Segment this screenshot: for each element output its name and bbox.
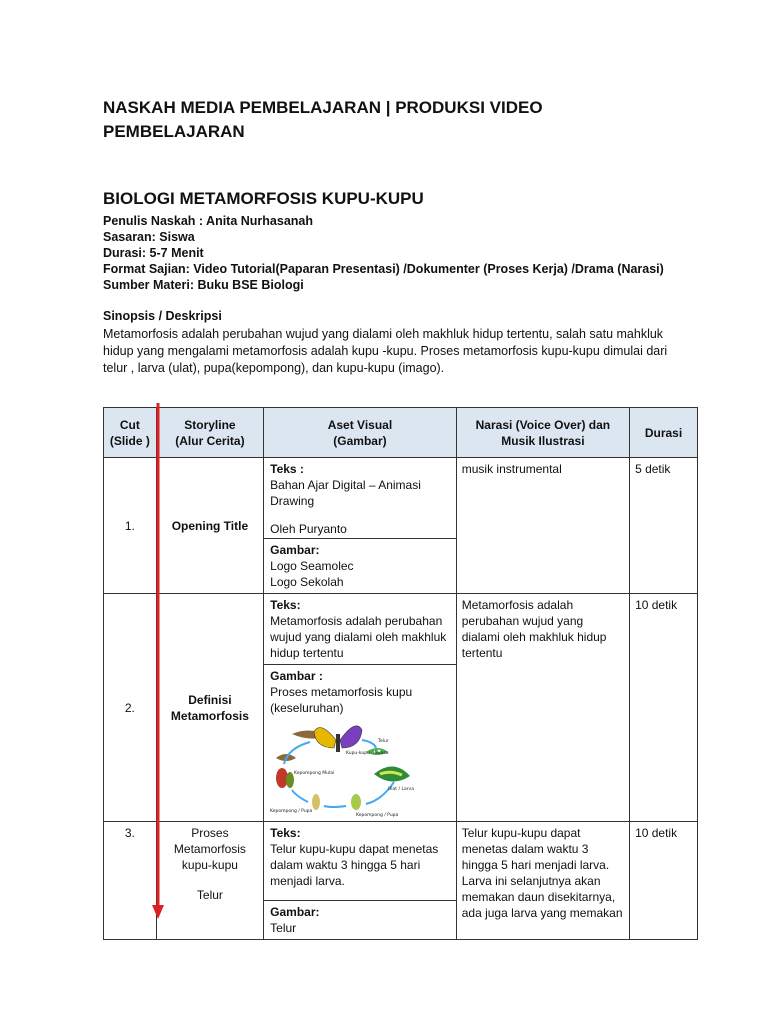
pupa-shape	[312, 794, 320, 810]
header-storyline-line2: (Alur Cerita)	[175, 433, 245, 448]
header-visual-line2: (Gambar)	[333, 433, 387, 448]
cell-narasi: Telur kupu-kupu dapat menetas dalam waktu 3 hingga 5 hari menjadi larva. Larva ini selanjutnya akan memakan daun disekitarnya, ada juga larva yang memakan	[456, 822, 629, 940]
synopsis-text: Metamorfosis adalah perubahan wujud yang dialami oleh makhluk hidup tertentu, salah satu mahkluk hidup yang mengalami metamorfosis adalah kupu -kupu. Proses metamorfosis kupu-kupu dimulai dari telur , larva (ulat), pupa(kepompong), dan kupu-kupu (imago).	[103, 327, 668, 375]
cell-cut: 3.	[104, 822, 157, 940]
header-durasi: Durasi	[630, 408, 698, 458]
meta-durasi: Durasi: 5-7 Menit	[103, 246, 204, 260]
storyline-subtext: Telur	[196, 888, 223, 902]
diagram-label: Telur	[378, 739, 389, 744]
cell-storyline: Definisi Metamorfosis	[156, 594, 263, 822]
meta-sumber: Sumber Materi: Buku BSE Biologi	[103, 278, 304, 292]
butterfly-icon	[314, 726, 362, 752]
pupa-shape	[351, 794, 361, 810]
cycle-arrow	[292, 790, 308, 802]
asset-teks-label: Teks:	[270, 598, 301, 612]
storyline-text: Proses Metamorfosis kupu-kupu	[173, 826, 246, 872]
asset-teks-label: Teks :	[270, 462, 304, 476]
asset-gambar-label: Gambar :	[270, 669, 323, 683]
cell-cut: 1.	[104, 458, 157, 594]
cell-storyline	[156, 822, 263, 940]
asset-gambar-item: Telur	[270, 921, 297, 935]
cycle-arrow	[324, 806, 346, 807]
header-visual-line1: Aset Visual	[327, 417, 393, 432]
asset-teks: Telur kupu-kupu dapat menetas dalam waktu 3 hingga 5 hari menjadi larva.	[270, 842, 439, 888]
header-storyline	[156, 408, 263, 458]
asset-gambar-label: Gambar:	[270, 543, 320, 557]
asset-gambar-block	[264, 665, 456, 821]
metamorphosis-cycle-image	[270, 718, 430, 818]
asset-teks-block	[264, 594, 456, 665]
asset-teks-extra: Oleh Puryanto	[270, 522, 347, 536]
header-storyline-line1: Storyline	[184, 417, 236, 432]
meta-sasaran: Sasaran: Siswa	[103, 230, 195, 244]
table-row	[104, 822, 698, 940]
document-title: NASKAH MEDIA PEMBELAJARAN | PRODUKSI VIDEO PEMBELAJARAN	[103, 98, 543, 141]
document-subtitle: BIOLOGI METAMORFOSIS KUPU-KUPU	[103, 189, 424, 208]
meta-block	[103, 213, 664, 293]
cycle-arrow	[362, 740, 376, 748]
asset-teks-block	[264, 458, 456, 539]
asset-gambar-label: Gambar:	[270, 905, 320, 919]
cell-durasi: 10 detik	[630, 594, 698, 822]
cell-durasi: 5 detik	[630, 458, 698, 594]
diagram-label: Kupu-kupu dewasa	[346, 751, 389, 756]
meta-format: Format Sajian: Video Tutorial(Paparan Presentasi) /Dokumenter (Proses Kerja) /Drama (Narasi)	[103, 262, 664, 276]
cell-durasi: 10 detik	[630, 822, 698, 940]
asset-gambar-block	[264, 901, 456, 939]
diagram-label: Kepompong / Pupa	[270, 809, 313, 814]
cell-narasi: Metamorfosis adalah perubahan wujud yang dialami oleh makhluk hidup tertentu	[456, 594, 629, 822]
asset-gambar-item: Proses metamorfosis kupu (keseluruhan)	[270, 685, 413, 715]
asset-gambar-block	[264, 539, 456, 593]
table-row	[104, 594, 698, 822]
cell-narasi: musik instrumental	[456, 458, 629, 594]
diagram-label: Kepompong / Pupa	[356, 813, 399, 818]
asset-teks: Metamorfosis adalah perubahan wujud yang dialami oleh makhluk hidup tertentu	[270, 614, 447, 660]
diagram-label: Ulat / Larva	[388, 787, 415, 792]
larva-leaf-shape	[374, 766, 410, 781]
header-narasi: Narasi (Voice Over) dan Musik Ilustrasi	[456, 408, 629, 458]
meta-penulis: Penulis Naskah : Anita Nurhasanah	[103, 214, 314, 228]
cell-asset	[264, 594, 457, 822]
diagram-label: Kepompong Mulai	[294, 771, 335, 776]
table-header-row	[104, 408, 698, 458]
table-row	[104, 458, 698, 594]
synopsis-label: Sinopsis / Deskripsi	[103, 309, 222, 323]
cell-asset	[264, 458, 457, 594]
pupa-shape	[286, 772, 294, 788]
header-cut: Cut (Slide )	[104, 408, 157, 458]
asset-teks-block	[264, 822, 456, 901]
cell-storyline: Opening Title	[156, 458, 263, 594]
cell-cut: 2.	[104, 594, 157, 822]
cycle-arrow	[366, 782, 394, 804]
asset-teks: Bahan Ajar Digital – Animasi Drawing	[270, 478, 421, 508]
asset-gambar-item: Logo Seamolec	[270, 559, 354, 573]
script-table	[103, 407, 698, 940]
asset-teks-label: Teks:	[270, 826, 301, 840]
asset-gambar-item: Logo Sekolah	[270, 575, 344, 589]
cell-asset	[264, 822, 457, 940]
header-visual	[264, 408, 457, 458]
